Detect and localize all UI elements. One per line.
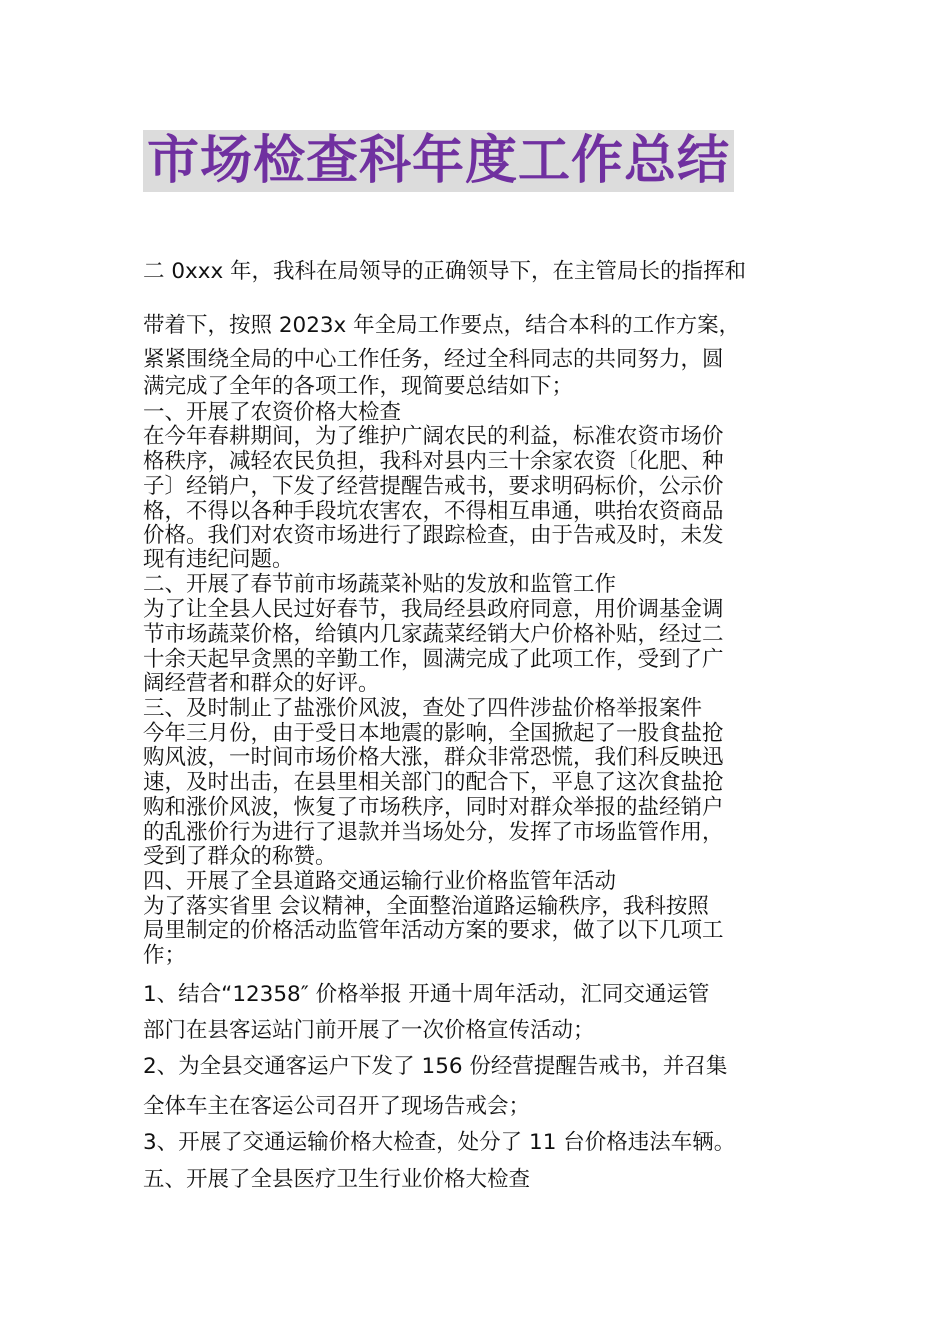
text-line: 全体车主在客运公司召开了现场告戒会； <box>143 1094 531 1119</box>
text-line: 带着下，按照 2023x 年全局工作要点，结合本科的工作方案， <box>143 313 741 338</box>
section-heading: 四、开展了全县道路交通运输行业价格监管年活动 <box>143 869 617 894</box>
text-line: 为了落实省里 会议精神，全面整治道路运输秩序，我科按照 <box>143 894 709 919</box>
section-heading: 二、开展了春节前市场蔬菜补贴的发放和监管工作 <box>143 572 617 597</box>
text-line: 十余天起早贪黑的辛勤工作，圆满完成了此项工作，受到了广 <box>143 647 724 672</box>
text-line: 子〕经销户，下发了经营提醒告戒书，要求明码标价，公示价 <box>143 474 724 499</box>
text-line: 满完成了全年的各项工作，现简要总结如下； <box>143 374 574 399</box>
section-heading: 三、及时制止了盐涨价风波，查处了四件涉盐价格举报案件 <box>143 696 703 721</box>
text-line: 作； <box>143 943 187 968</box>
text-line: 现有违纪问题。 <box>143 547 294 572</box>
list-item: 1、结合“12358″ 价格举报 开通十周年活动，汇同交通运管 <box>143 982 710 1007</box>
text-line: 部门在县客运站门前开展了一次价格宣传活动； <box>143 1018 595 1043</box>
section-heading: 五、开展了全县医疗卫生行业价格大检查 <box>143 1167 531 1192</box>
text-line: 今年三月份，由于受日本地震的影响，全国掀起了一股食盐抢 <box>143 721 724 746</box>
text-line: 购风波，一时间市场价格大涨，群众非常恐慌，我们科反映迅 <box>143 745 724 770</box>
text-line: 在今年春耕期间，为了维护广阔农民的利益，标准农资市场价 <box>143 424 724 449</box>
text-line: 受到了群众的称赞。 <box>143 844 337 869</box>
text-line: 为了让全县人民过好春节，我局经县政府同意，用价调基金调 <box>143 597 724 622</box>
text-line: 格，不得以各种手段坑农害农，不得相互串通，哄抬农资商品 <box>143 499 724 524</box>
text-line: 速，及时出击，在县里相关部门的配合下，平息了这次食盐抢 <box>143 770 724 795</box>
text-line: 价格。我们对农资市场进行了跟踪检查，由于告戒及时，未发 <box>143 523 724 548</box>
text-line: 购和涨价风波，恢复了市场秩序，同时对群众举报的盐经销户 <box>143 795 724 820</box>
text-line: 的乱涨价行为进行了退款并当场处分，发挥了市场监管作用， <box>143 820 724 845</box>
document-title: 市场检查科年度工作总结 <box>143 130 734 192</box>
text-line: 二 0xxx 年，我科在局领导的正确领导下，在主管局长的指挥和 <box>143 259 747 284</box>
list-item: 2、为全县交通客运户下发了 156 份经营提醒告戒书，并召集 <box>143 1054 728 1079</box>
text-line: 紧紧围绕全局的中心工作任务，经过全科同志的共同努力，圆 <box>143 347 724 372</box>
text-line: 节市场蔬菜价格，给镇内几家蔬菜经销大户价格补贴，经过二 <box>143 622 724 647</box>
list-item: 3、开展了交通运输价格大检查，处分了 11 台价格违法车辆。 <box>143 1130 736 1155</box>
section-heading: 一、开展了农资价格大检查 <box>143 400 402 425</box>
text-line: 格秩序，减轻农民负担，我科对县内三十余家农资〔化肥、种 <box>143 449 724 474</box>
text-line: 阔经营者和群众的好评。 <box>143 671 380 696</box>
text-line: 局里制定的价格活动监管年活动方案的要求，做了以下几项工 <box>143 918 724 943</box>
